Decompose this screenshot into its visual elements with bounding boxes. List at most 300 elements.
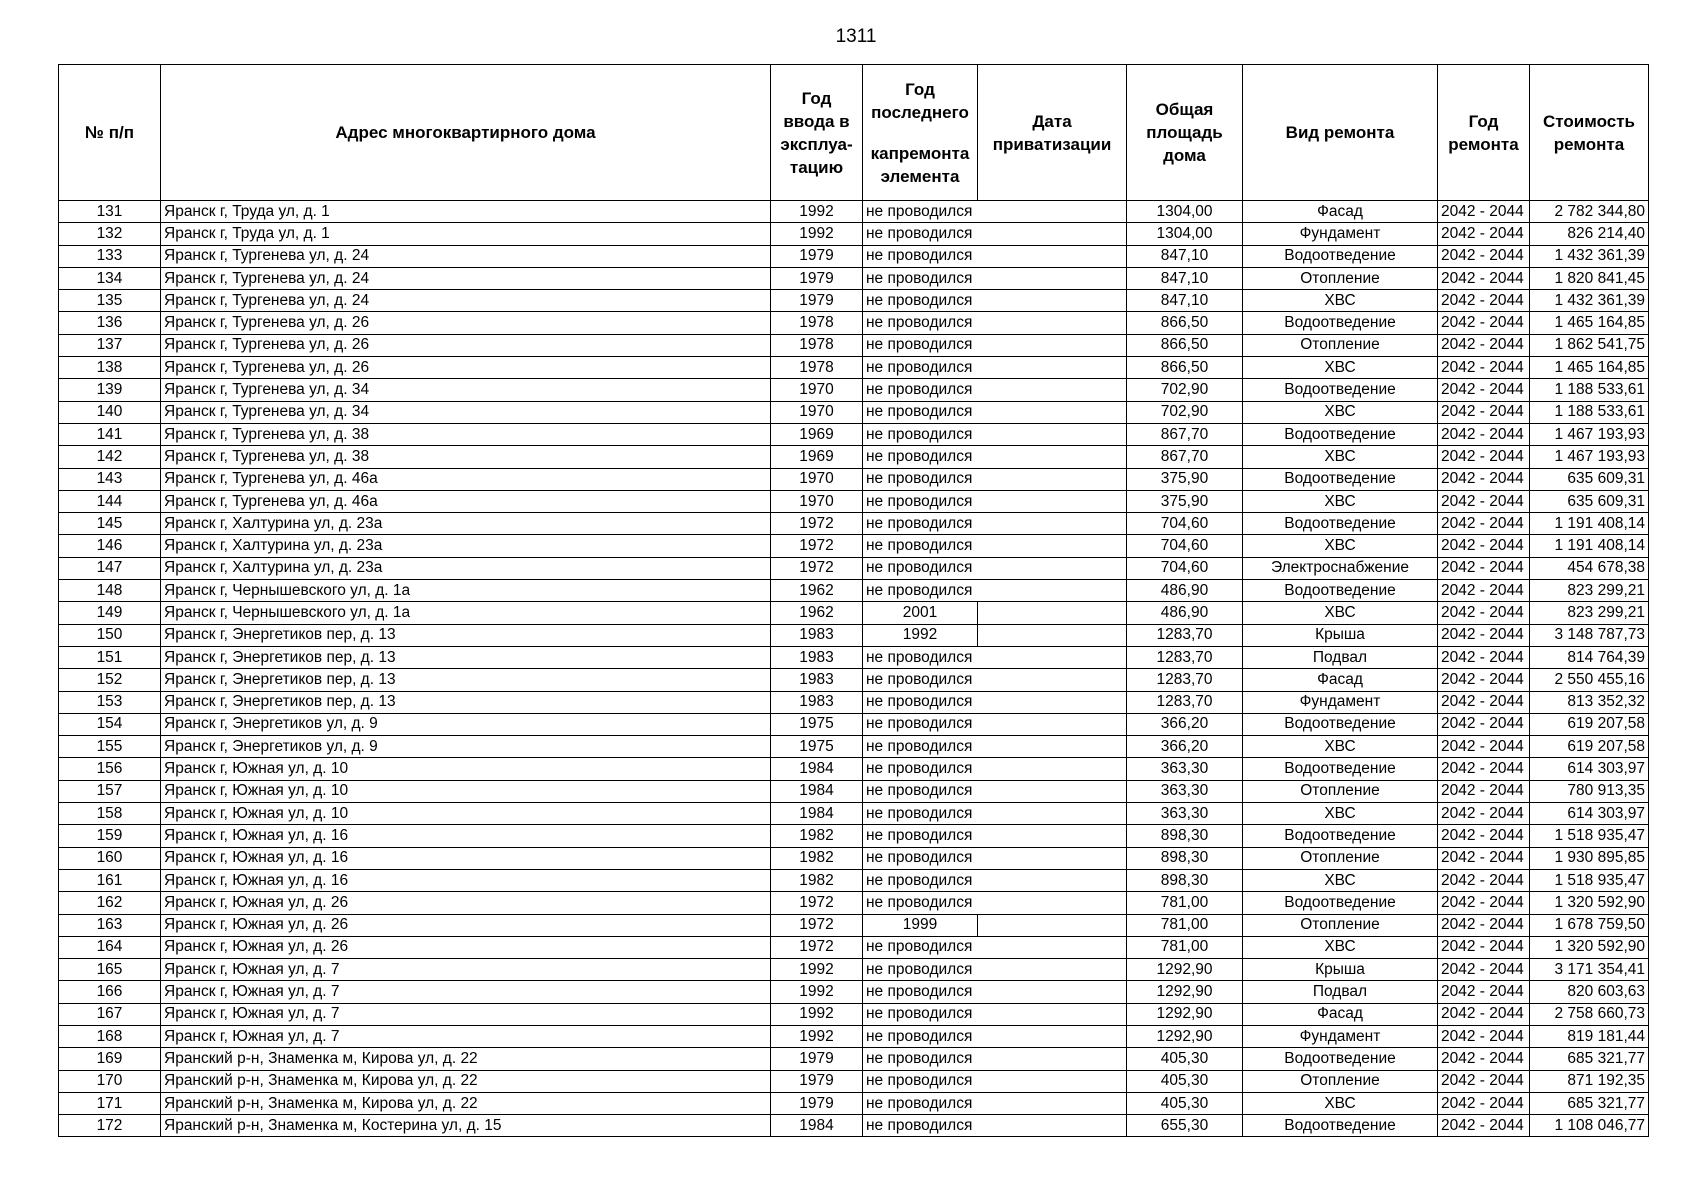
- table-row: [59, 468, 1649, 490]
- cell-repair-period: 2042 - 2044: [1438, 981, 1530, 1003]
- cell-privatization: [978, 1025, 1127, 1047]
- cell-year-built: 1970: [771, 490, 863, 512]
- cell-repair-period: 2042 - 2044: [1438, 379, 1530, 401]
- cell-address: Яранск г, Энергетиков ул, д. 9: [161, 736, 771, 758]
- cell-privatization: [978, 1092, 1127, 1114]
- cell-last-repair: не проводился: [863, 334, 978, 356]
- cell-repair-type: Водоотведение: [1243, 892, 1438, 914]
- cell-num: 158: [59, 803, 161, 825]
- cell-repair-type: Водоотведение: [1243, 1048, 1438, 1070]
- cell-privatization: [978, 1070, 1127, 1092]
- cell-num: 144: [59, 490, 161, 512]
- cell-cost: 614 303,97: [1530, 758, 1649, 780]
- cell-last-repair: не проводился: [863, 1003, 978, 1025]
- cell-last-repair: не проводился: [863, 825, 978, 847]
- cell-area: 898,30: [1127, 869, 1243, 891]
- cell-num: 156: [59, 758, 161, 780]
- table-row: [59, 423, 1649, 445]
- cell-address: Яранск г, Тургенева ул, д. 24: [161, 267, 771, 289]
- table-row: [59, 201, 1649, 223]
- cell-last-repair: не проводился: [863, 780, 978, 802]
- cell-address: Яранск г, Чернышевского ул, д. 1а: [161, 580, 771, 602]
- cell-num: 154: [59, 713, 161, 735]
- table-row: [59, 847, 1649, 869]
- cell-num: 155: [59, 736, 161, 758]
- cell-privatization: [978, 580, 1127, 602]
- cell-year-built: 1975: [771, 736, 863, 758]
- cell-last-repair: не проводился: [863, 691, 978, 713]
- table-row: [59, 669, 1649, 691]
- cell-repair-type: ХВС: [1243, 803, 1438, 825]
- table-row: [59, 490, 1649, 512]
- table-row: [59, 803, 1649, 825]
- header-last-repair: [863, 65, 978, 201]
- table-row: [59, 758, 1649, 780]
- cell-cost: 1 862 541,75: [1530, 334, 1649, 356]
- cell-last-repair: не проводился: [863, 736, 978, 758]
- cell-last-repair: 1992: [863, 624, 978, 646]
- cell-last-repair: не проводился: [863, 1048, 978, 1070]
- cell-last-repair: не проводился: [863, 1025, 978, 1047]
- table-row: [59, 981, 1649, 1003]
- cell-repair-period: 2042 - 2044: [1438, 959, 1530, 981]
- table-row: [59, 959, 1649, 981]
- cell-repair-period: 2042 - 2044: [1438, 624, 1530, 646]
- cell-num: 139: [59, 379, 161, 401]
- cell-cost: 1 320 592,90: [1530, 936, 1649, 958]
- cell-num: 133: [59, 245, 161, 267]
- table-row: [59, 312, 1649, 334]
- table-row: [59, 1115, 1649, 1137]
- cell-area: 1292,90: [1127, 981, 1243, 1003]
- cell-repair-type: Подвал: [1243, 646, 1438, 668]
- cell-address: Яранск г, Южная ул, д. 26: [161, 914, 771, 936]
- cell-address: Яранск г, Халтурина ул, д. 23а: [161, 557, 771, 579]
- cell-last-repair: не проводился: [863, 847, 978, 869]
- cell-area: 363,30: [1127, 758, 1243, 780]
- cell-area: 486,90: [1127, 580, 1243, 602]
- table-row: [59, 401, 1649, 423]
- cell-repair-type: Фасад: [1243, 201, 1438, 223]
- cell-cost: 813 352,32: [1530, 691, 1649, 713]
- table-row: [59, 1025, 1649, 1047]
- cell-year-built: 1975: [771, 713, 863, 735]
- cell-num: 151: [59, 646, 161, 668]
- cell-area: 704,60: [1127, 535, 1243, 557]
- cell-num: 147: [59, 557, 161, 579]
- cell-num: 141: [59, 423, 161, 445]
- cell-last-repair: не проводился: [863, 201, 978, 223]
- cell-address: Яранск г, Энергетиков ул, д. 9: [161, 713, 771, 735]
- cell-repair-type: Отопление: [1243, 780, 1438, 802]
- cell-num: 146: [59, 535, 161, 557]
- cell-year-built: 1992: [771, 201, 863, 223]
- cell-num: 168: [59, 1025, 161, 1047]
- cell-num: 138: [59, 357, 161, 379]
- cell-area: 866,50: [1127, 357, 1243, 379]
- cell-cost: 1 432 361,39: [1530, 245, 1649, 267]
- cell-repair-type: Фасад: [1243, 669, 1438, 691]
- cell-address: Яранск г, Южная ул, д. 7: [161, 981, 771, 1003]
- cell-repair-period: 2042 - 2044: [1438, 201, 1530, 223]
- cell-repair-type: ХВС: [1243, 1092, 1438, 1114]
- cell-repair-type: Водоотведение: [1243, 758, 1438, 780]
- cell-area: 704,60: [1127, 557, 1243, 579]
- cell-last-repair: 2001: [863, 602, 978, 624]
- cell-year-built: 1979: [771, 1092, 863, 1114]
- cell-cost: 635 609,31: [1530, 468, 1649, 490]
- cell-address: Яранск г, Тургенева ул, д. 24: [161, 245, 771, 267]
- cell-address: Яранск г, Энергетиков пер, д. 13: [161, 669, 771, 691]
- cell-num: 150: [59, 624, 161, 646]
- cell-repair-period: 2042 - 2044: [1438, 580, 1530, 602]
- cell-address: Яранск г, Южная ул, д. 10: [161, 780, 771, 802]
- cell-repair-type: Фасад: [1243, 1003, 1438, 1025]
- cell-cost: 1 108 046,77: [1530, 1115, 1649, 1137]
- cell-privatization: [978, 869, 1127, 891]
- cell-cost: 1 432 361,39: [1530, 290, 1649, 312]
- cell-privatization: [978, 357, 1127, 379]
- cell-cost: 871 192,35: [1530, 1070, 1649, 1092]
- cell-address: Яранск г, Тургенева ул, д. 38: [161, 446, 771, 468]
- cell-last-repair: не проводился: [863, 580, 978, 602]
- cell-year-built: 1984: [771, 780, 863, 802]
- cell-year-built: 1984: [771, 758, 863, 780]
- cell-repair-period: 2042 - 2044: [1438, 334, 1530, 356]
- cell-num: 161: [59, 869, 161, 891]
- cell-num: 153: [59, 691, 161, 713]
- header-row: [59, 65, 1649, 201]
- cell-repair-type: Фундамент: [1243, 223, 1438, 245]
- cell-repair-type: Фундамент: [1243, 1025, 1438, 1047]
- table-row: [59, 936, 1649, 958]
- cell-address: Яранск г, Южная ул, д. 26: [161, 892, 771, 914]
- cell-address: Яранский р-н, Знаменка м, Кирова ул, д. 22: [161, 1070, 771, 1092]
- cell-area: 363,30: [1127, 780, 1243, 802]
- cell-year-built: 1972: [771, 535, 863, 557]
- cell-num: 167: [59, 1003, 161, 1025]
- cell-address: Яранск г, Энергетиков пер, д. 13: [161, 646, 771, 668]
- table-row: [59, 646, 1649, 668]
- cell-address: Яранск г, Тургенева ул, д. 34: [161, 401, 771, 423]
- cell-repair-type: ХВС: [1243, 401, 1438, 423]
- cell-privatization: [978, 446, 1127, 468]
- cell-address: Яранск г, Южная ул, д. 16: [161, 825, 771, 847]
- cell-repair-period: 2042 - 2044: [1438, 557, 1530, 579]
- cell-area: 405,30: [1127, 1070, 1243, 1092]
- cell-num: 170: [59, 1070, 161, 1092]
- cell-repair-type: Водоотведение: [1243, 580, 1438, 602]
- cell-num: 162: [59, 892, 161, 914]
- cell-privatization: [978, 691, 1127, 713]
- cell-privatization: [978, 312, 1127, 334]
- cell-last-repair: не проводился: [863, 1115, 978, 1137]
- cell-year-built: 1969: [771, 446, 863, 468]
- cell-repair-period: 2042 - 2044: [1438, 312, 1530, 334]
- cell-cost: 1 820 841,45: [1530, 267, 1649, 289]
- cell-privatization: [978, 290, 1127, 312]
- cell-privatization: [978, 401, 1127, 423]
- cell-last-repair: не проводился: [863, 646, 978, 668]
- cell-address: Яранск г, Южная ул, д. 10: [161, 758, 771, 780]
- cell-area: 781,00: [1127, 914, 1243, 936]
- cell-privatization: [978, 535, 1127, 557]
- cell-cost: 780 913,35: [1530, 780, 1649, 802]
- cell-last-repair: не проводился: [863, 223, 978, 245]
- cell-last-repair: не проводился: [863, 312, 978, 334]
- cell-year-built: 1992: [771, 1003, 863, 1025]
- cell-address: Яранск г, Южная ул, д. 16: [161, 847, 771, 869]
- cell-repair-period: 2042 - 2044: [1438, 1025, 1530, 1047]
- table-row: [59, 446, 1649, 468]
- cell-repair-period: 2042 - 2044: [1438, 691, 1530, 713]
- cell-address: Яранск г, Халтурина ул, д. 23а: [161, 513, 771, 535]
- cell-repair-period: 2042 - 2044: [1438, 1115, 1530, 1137]
- cell-repair-type: Фундамент: [1243, 691, 1438, 713]
- cell-repair-type: Отопление: [1243, 334, 1438, 356]
- cell-address: Яранск г, Южная ул, д. 16: [161, 869, 771, 891]
- cell-repair-period: 2042 - 2044: [1438, 602, 1530, 624]
- cell-area: 781,00: [1127, 892, 1243, 914]
- cell-area: 867,70: [1127, 446, 1243, 468]
- cell-cost: 454 678,38: [1530, 557, 1649, 579]
- cell-privatization: [978, 423, 1127, 445]
- cell-year-built: 1992: [771, 223, 863, 245]
- cell-repair-period: 2042 - 2044: [1438, 736, 1530, 758]
- cell-privatization: [978, 379, 1127, 401]
- cell-cost: 685 321,77: [1530, 1048, 1649, 1070]
- cell-repair-type: ХВС: [1243, 535, 1438, 557]
- cell-privatization: [978, 490, 1127, 512]
- cell-repair-type: Водоотведение: [1243, 468, 1438, 490]
- cell-privatization: [978, 669, 1127, 691]
- cell-repair-period: 2042 - 2044: [1438, 1092, 1530, 1114]
- cell-address: Яранск г, Тургенева ул, д. 26: [161, 357, 771, 379]
- cell-address: Яранский р-н, Знаменка м, Кирова ул, д. 22: [161, 1092, 771, 1114]
- cell-privatization: [978, 959, 1127, 981]
- table-row: [59, 223, 1649, 245]
- cell-repair-type: Водоотведение: [1243, 379, 1438, 401]
- cell-repair-period: 2042 - 2044: [1438, 669, 1530, 691]
- cell-address: Яранск г, Тургенева ул, д. 24: [161, 290, 771, 312]
- cell-repair-period: 2042 - 2044: [1438, 513, 1530, 535]
- cell-repair-type: Водоотведение: [1243, 423, 1438, 445]
- cell-cost: 2 550 455,16: [1530, 669, 1649, 691]
- cell-privatization: [978, 758, 1127, 780]
- cell-cost: 1 191 408,14: [1530, 513, 1649, 535]
- cell-last-repair: не проводился: [863, 669, 978, 691]
- cell-num: 145: [59, 513, 161, 535]
- cell-num: 132: [59, 223, 161, 245]
- cell-year-built: 1979: [771, 267, 863, 289]
- cell-privatization: [978, 981, 1127, 1003]
- cell-last-repair: не проводился: [863, 468, 978, 490]
- cell-cost: 1 191 408,14: [1530, 535, 1649, 557]
- cell-year-built: 1978: [771, 334, 863, 356]
- cell-repair-type: Электроснабжение: [1243, 557, 1438, 579]
- cell-repair-period: 2042 - 2044: [1438, 1048, 1530, 1070]
- cell-address: Яранск г, Тургенева ул, д. 46а: [161, 468, 771, 490]
- cell-repair-type: Отопление: [1243, 267, 1438, 289]
- cell-repair-type: Водоотведение: [1243, 513, 1438, 535]
- cell-repair-period: 2042 - 2044: [1438, 936, 1530, 958]
- cell-repair-period: 2042 - 2044: [1438, 1070, 1530, 1092]
- cell-last-repair: не проводился: [863, 803, 978, 825]
- table-row: [59, 245, 1649, 267]
- cell-year-built: 1979: [771, 290, 863, 312]
- cell-last-repair: не проводился: [863, 936, 978, 958]
- cell-last-repair: не проводился: [863, 490, 978, 512]
- cell-last-repair: не проводился: [863, 1092, 978, 1114]
- cell-repair-type: Водоотведение: [1243, 825, 1438, 847]
- header-cost: Стоимость ремонта: [1530, 65, 1649, 201]
- cell-year-built: 1972: [771, 936, 863, 958]
- cell-repair-period: 2042 - 2044: [1438, 1003, 1530, 1025]
- cell-address: Яранск г, Южная ул, д. 7: [161, 1025, 771, 1047]
- cell-cost: 1 518 935,47: [1530, 825, 1649, 847]
- cell-address: Яранский р-н, Знаменка м, Кирова ул, д. 22: [161, 1048, 771, 1070]
- cell-year-built: 1970: [771, 468, 863, 490]
- table-row: [59, 624, 1649, 646]
- table-row: [59, 557, 1649, 579]
- cell-year-built: 1982: [771, 825, 863, 847]
- cell-num: 164: [59, 936, 161, 958]
- cell-area: 655,30: [1127, 1115, 1243, 1137]
- table-row: [59, 825, 1649, 847]
- cell-year-built: 1992: [771, 959, 863, 981]
- cell-address: Яранск г, Южная ул, д. 26: [161, 936, 771, 958]
- cell-cost: 1 465 164,85: [1530, 357, 1649, 379]
- cell-cost: 1 465 164,85: [1530, 312, 1649, 334]
- cell-repair-period: 2042 - 2044: [1438, 869, 1530, 891]
- cell-year-built: 1978: [771, 312, 863, 334]
- table-row: [59, 780, 1649, 802]
- cell-privatization: [978, 557, 1127, 579]
- cell-year-built: 1970: [771, 379, 863, 401]
- table-row: [59, 713, 1649, 735]
- cell-repair-type: Подвал: [1243, 981, 1438, 1003]
- cell-cost: 619 207,58: [1530, 736, 1649, 758]
- cell-address: Яранск г, Труда ул, д. 1: [161, 223, 771, 245]
- header-last-repair-line1: Год последнего: [871, 79, 969, 122]
- cell-cost: 2 758 660,73: [1530, 1003, 1649, 1025]
- cell-last-repair: не проводился: [863, 513, 978, 535]
- cell-privatization: [978, 201, 1127, 223]
- cell-area: 847,10: [1127, 267, 1243, 289]
- cell-area: 781,00: [1127, 936, 1243, 958]
- cell-privatization: [978, 1115, 1127, 1137]
- cell-last-repair: не проводился: [863, 267, 978, 289]
- cell-repair-type: ХВС: [1243, 290, 1438, 312]
- cell-num: 137: [59, 334, 161, 356]
- cell-area: 1292,90: [1127, 1003, 1243, 1025]
- repair-table: [58, 64, 1649, 1137]
- cell-num: 142: [59, 446, 161, 468]
- table-row: [59, 602, 1649, 624]
- cell-num: 143: [59, 468, 161, 490]
- cell-address: Яранск г, Тургенева ул, д. 26: [161, 334, 771, 356]
- cell-area: 866,50: [1127, 334, 1243, 356]
- cell-cost: 3 148 787,73: [1530, 624, 1649, 646]
- cell-cost: 3 171 354,41: [1530, 959, 1649, 981]
- cell-area: 1283,70: [1127, 669, 1243, 691]
- cell-privatization: [978, 334, 1127, 356]
- cell-repair-period: 2042 - 2044: [1438, 803, 1530, 825]
- cell-repair-period: 2042 - 2044: [1438, 468, 1530, 490]
- cell-cost: 1 518 935,47: [1530, 869, 1649, 891]
- cell-area: 702,90: [1127, 401, 1243, 423]
- cell-num: 157: [59, 780, 161, 802]
- cell-privatization: [978, 1048, 1127, 1070]
- cell-repair-period: 2042 - 2044: [1438, 914, 1530, 936]
- cell-repair-type: Водоотведение: [1243, 713, 1438, 735]
- cell-last-repair: не проводился: [863, 245, 978, 267]
- cell-area: 363,30: [1127, 803, 1243, 825]
- cell-area: 1283,70: [1127, 624, 1243, 646]
- cell-num: 136: [59, 312, 161, 334]
- cell-last-repair: не проводился: [863, 423, 978, 445]
- cell-privatization: [978, 892, 1127, 914]
- cell-address: Яранск г, Южная ул, д. 7: [161, 1003, 771, 1025]
- cell-area: 405,30: [1127, 1048, 1243, 1070]
- cell-cost: 614 303,97: [1530, 803, 1649, 825]
- cell-repair-period: 2042 - 2044: [1438, 446, 1530, 468]
- cell-cost: 1 467 193,93: [1530, 423, 1649, 445]
- cell-repair-period: 2042 - 2044: [1438, 267, 1530, 289]
- cell-num: 166: [59, 981, 161, 1003]
- cell-repair-type: Крыша: [1243, 624, 1438, 646]
- cell-repair-period: 2042 - 2044: [1438, 847, 1530, 869]
- header-last-repair-line2: капремонта элемента: [870, 143, 970, 186]
- cell-address: Яранск г, Энергетиков пер, д. 13: [161, 624, 771, 646]
- cell-repair-period: 2042 - 2044: [1438, 223, 1530, 245]
- table-row: [59, 513, 1649, 535]
- cell-year-built: 1979: [771, 1048, 863, 1070]
- cell-area: 1283,70: [1127, 646, 1243, 668]
- cell-year-built: 1983: [771, 646, 863, 668]
- table-row: [59, 334, 1649, 356]
- cell-privatization: [978, 825, 1127, 847]
- cell-year-built: 1984: [771, 1115, 863, 1137]
- cell-repair-type: ХВС: [1243, 446, 1438, 468]
- cell-last-repair: не проводился: [863, 446, 978, 468]
- cell-privatization: [978, 936, 1127, 958]
- cell-num: 169: [59, 1048, 161, 1070]
- cell-repair-type: ХВС: [1243, 736, 1438, 758]
- cell-address: Яранск г, Тургенева ул, д. 38: [161, 423, 771, 445]
- cell-area: 1292,90: [1127, 1025, 1243, 1047]
- cell-num: 135: [59, 290, 161, 312]
- cell-num: 134: [59, 267, 161, 289]
- cell-num: 159: [59, 825, 161, 847]
- cell-year-built: 1992: [771, 1025, 863, 1047]
- cell-area: 704,60: [1127, 513, 1243, 535]
- cell-last-repair: не проводился: [863, 713, 978, 735]
- cell-num: 152: [59, 669, 161, 691]
- cell-cost: 814 764,39: [1530, 646, 1649, 668]
- cell-privatization: [978, 713, 1127, 735]
- cell-year-built: 1983: [771, 691, 863, 713]
- table-row: [59, 357, 1649, 379]
- cell-area: 366,20: [1127, 736, 1243, 758]
- cell-area: 1304,00: [1127, 223, 1243, 245]
- cell-privatization: [978, 513, 1127, 535]
- cell-repair-period: 2042 - 2044: [1438, 713, 1530, 735]
- cell-repair-period: 2042 - 2044: [1438, 646, 1530, 668]
- cell-num: 131: [59, 201, 161, 223]
- cell-privatization: [978, 646, 1127, 668]
- cell-cost: 823 299,21: [1530, 580, 1649, 602]
